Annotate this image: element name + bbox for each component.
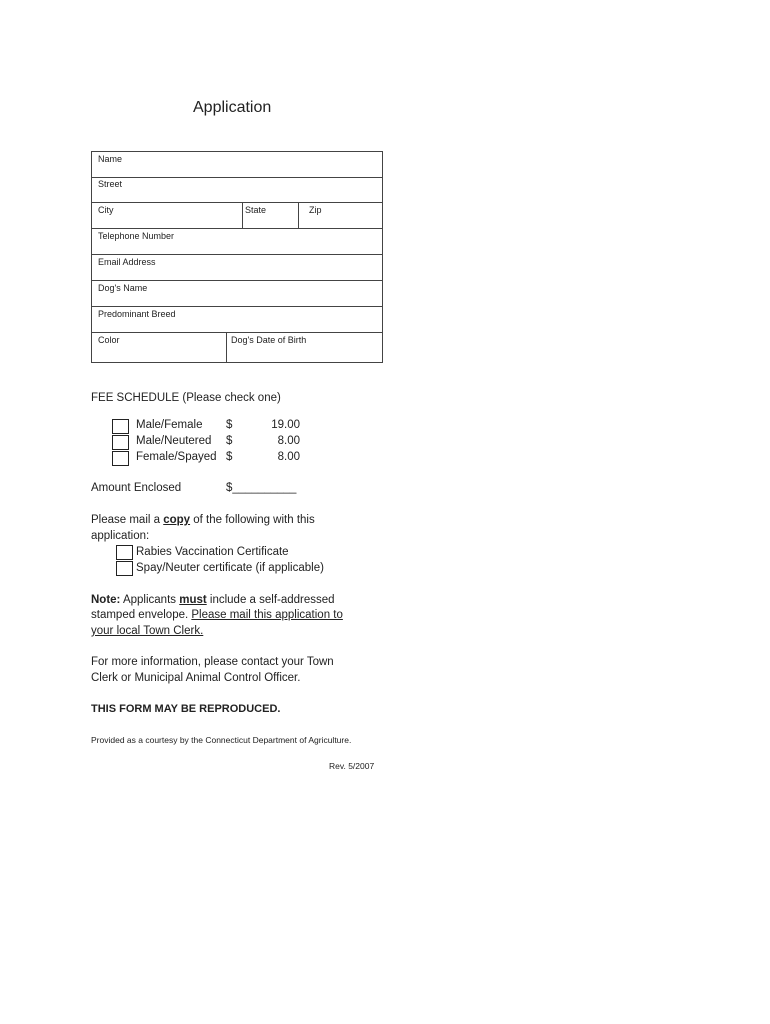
note-post: include a self-addressed — [206, 594, 335, 606]
courtesy-text: Provided as a courtesy by the Connecticut Department of Agriculture. — [91, 735, 352, 745]
male-female-checkbox[interactable] — [112, 419, 129, 434]
color-label: Color — [98, 335, 120, 345]
note-label: Note: — [91, 594, 121, 606]
fee-currency: $ — [226, 451, 233, 463]
rabies-checkbox[interactable] — [116, 545, 133, 560]
dog-name-field[interactable] — [91, 281, 383, 307]
fee-amount: 8.00 — [277, 451, 300, 463]
amount-enclosed-field[interactable]: $__________ — [226, 482, 297, 494]
fee-amount: 19.00 — [271, 419, 300, 431]
dob-field[interactable] — [226, 333, 382, 362]
breed-field[interactable] — [91, 307, 383, 333]
info-line2: Clerk or Municipal Animal Control Officer. — [91, 672, 301, 684]
fee-amount: 8.00 — [277, 435, 300, 447]
fee-schedule-heading: FEE SCHEDULE (Please check one) — [91, 392, 281, 404]
city-state-zip-row — [91, 203, 383, 229]
dob-label: Dog's Date of Birth — [231, 335, 307, 345]
rabies-label: Rabies Vaccination Certificate — [136, 546, 289, 558]
telephone-field[interactable] — [91, 229, 383, 255]
street-label: Street — [98, 179, 123, 189]
breed-label: Predominant Breed — [98, 309, 176, 319]
female-spayed-checkbox[interactable] — [112, 451, 129, 466]
mail-to-clerk-text: Please mail this application to — [191, 609, 343, 621]
amount-enclosed-label: Amount Enclosed — [91, 482, 182, 494]
telephone-label: Telephone Number — [98, 231, 175, 241]
reproduce-notice: THIS FORM MAY BE REPRODUCED. — [91, 703, 281, 715]
page-title: Application — [193, 99, 272, 116]
mail-post: of the following with this — [190, 514, 315, 526]
spay-neuter-checkbox[interactable] — [116, 561, 133, 576]
zip-label: Zip — [309, 205, 322, 215]
name-field[interactable] — [91, 151, 383, 178]
fee-label: Male/Neutered — [136, 435, 212, 447]
street-field[interactable] — [91, 177, 383, 203]
revision-text: Rev. 5/2007 — [329, 761, 375, 771]
color-field[interactable] — [92, 333, 226, 362]
fee-currency: $ — [226, 435, 233, 447]
note-pre: Applicants — [120, 594, 180, 606]
info-line1: For more information, please contact your Town — [91, 656, 334, 668]
email-label: Email Address — [98, 257, 156, 267]
note-line1 — [91, 594, 335, 606]
note-line2 — [91, 609, 343, 621]
must-emphasis: must — [179, 594, 207, 606]
city-label: City — [98, 205, 114, 215]
copy-emphasis: copy — [163, 514, 191, 526]
male-neutered-checkbox[interactable] — [112, 435, 129, 450]
zip-field[interactable] — [298, 203, 382, 228]
note-line2-pre: stamped envelope. — [91, 609, 192, 621]
spay-neuter-label: Spay/Neuter certificate (if applicable) — [136, 562, 324, 574]
dog-name-label: Dog's Name — [98, 283, 148, 293]
mail-instructions-line2: application: — [91, 530, 150, 542]
mail-pre: Please mail a — [91, 514, 164, 526]
fee-label: Female/Spayed — [136, 451, 217, 463]
name-label: Name — [98, 154, 123, 164]
fee-label: Male/Female — [136, 419, 203, 431]
fee-currency: $ — [226, 419, 233, 431]
state-field[interactable] — [242, 203, 299, 228]
city-field[interactable] — [92, 203, 242, 228]
color-dob-row — [91, 333, 383, 363]
email-field[interactable] — [91, 255, 383, 281]
town-clerk-text: your local Town Clerk. — [91, 625, 204, 637]
note-line3 — [91, 625, 203, 637]
state-label: State — [245, 205, 267, 215]
mail-instructions-line1 — [91, 514, 315, 526]
